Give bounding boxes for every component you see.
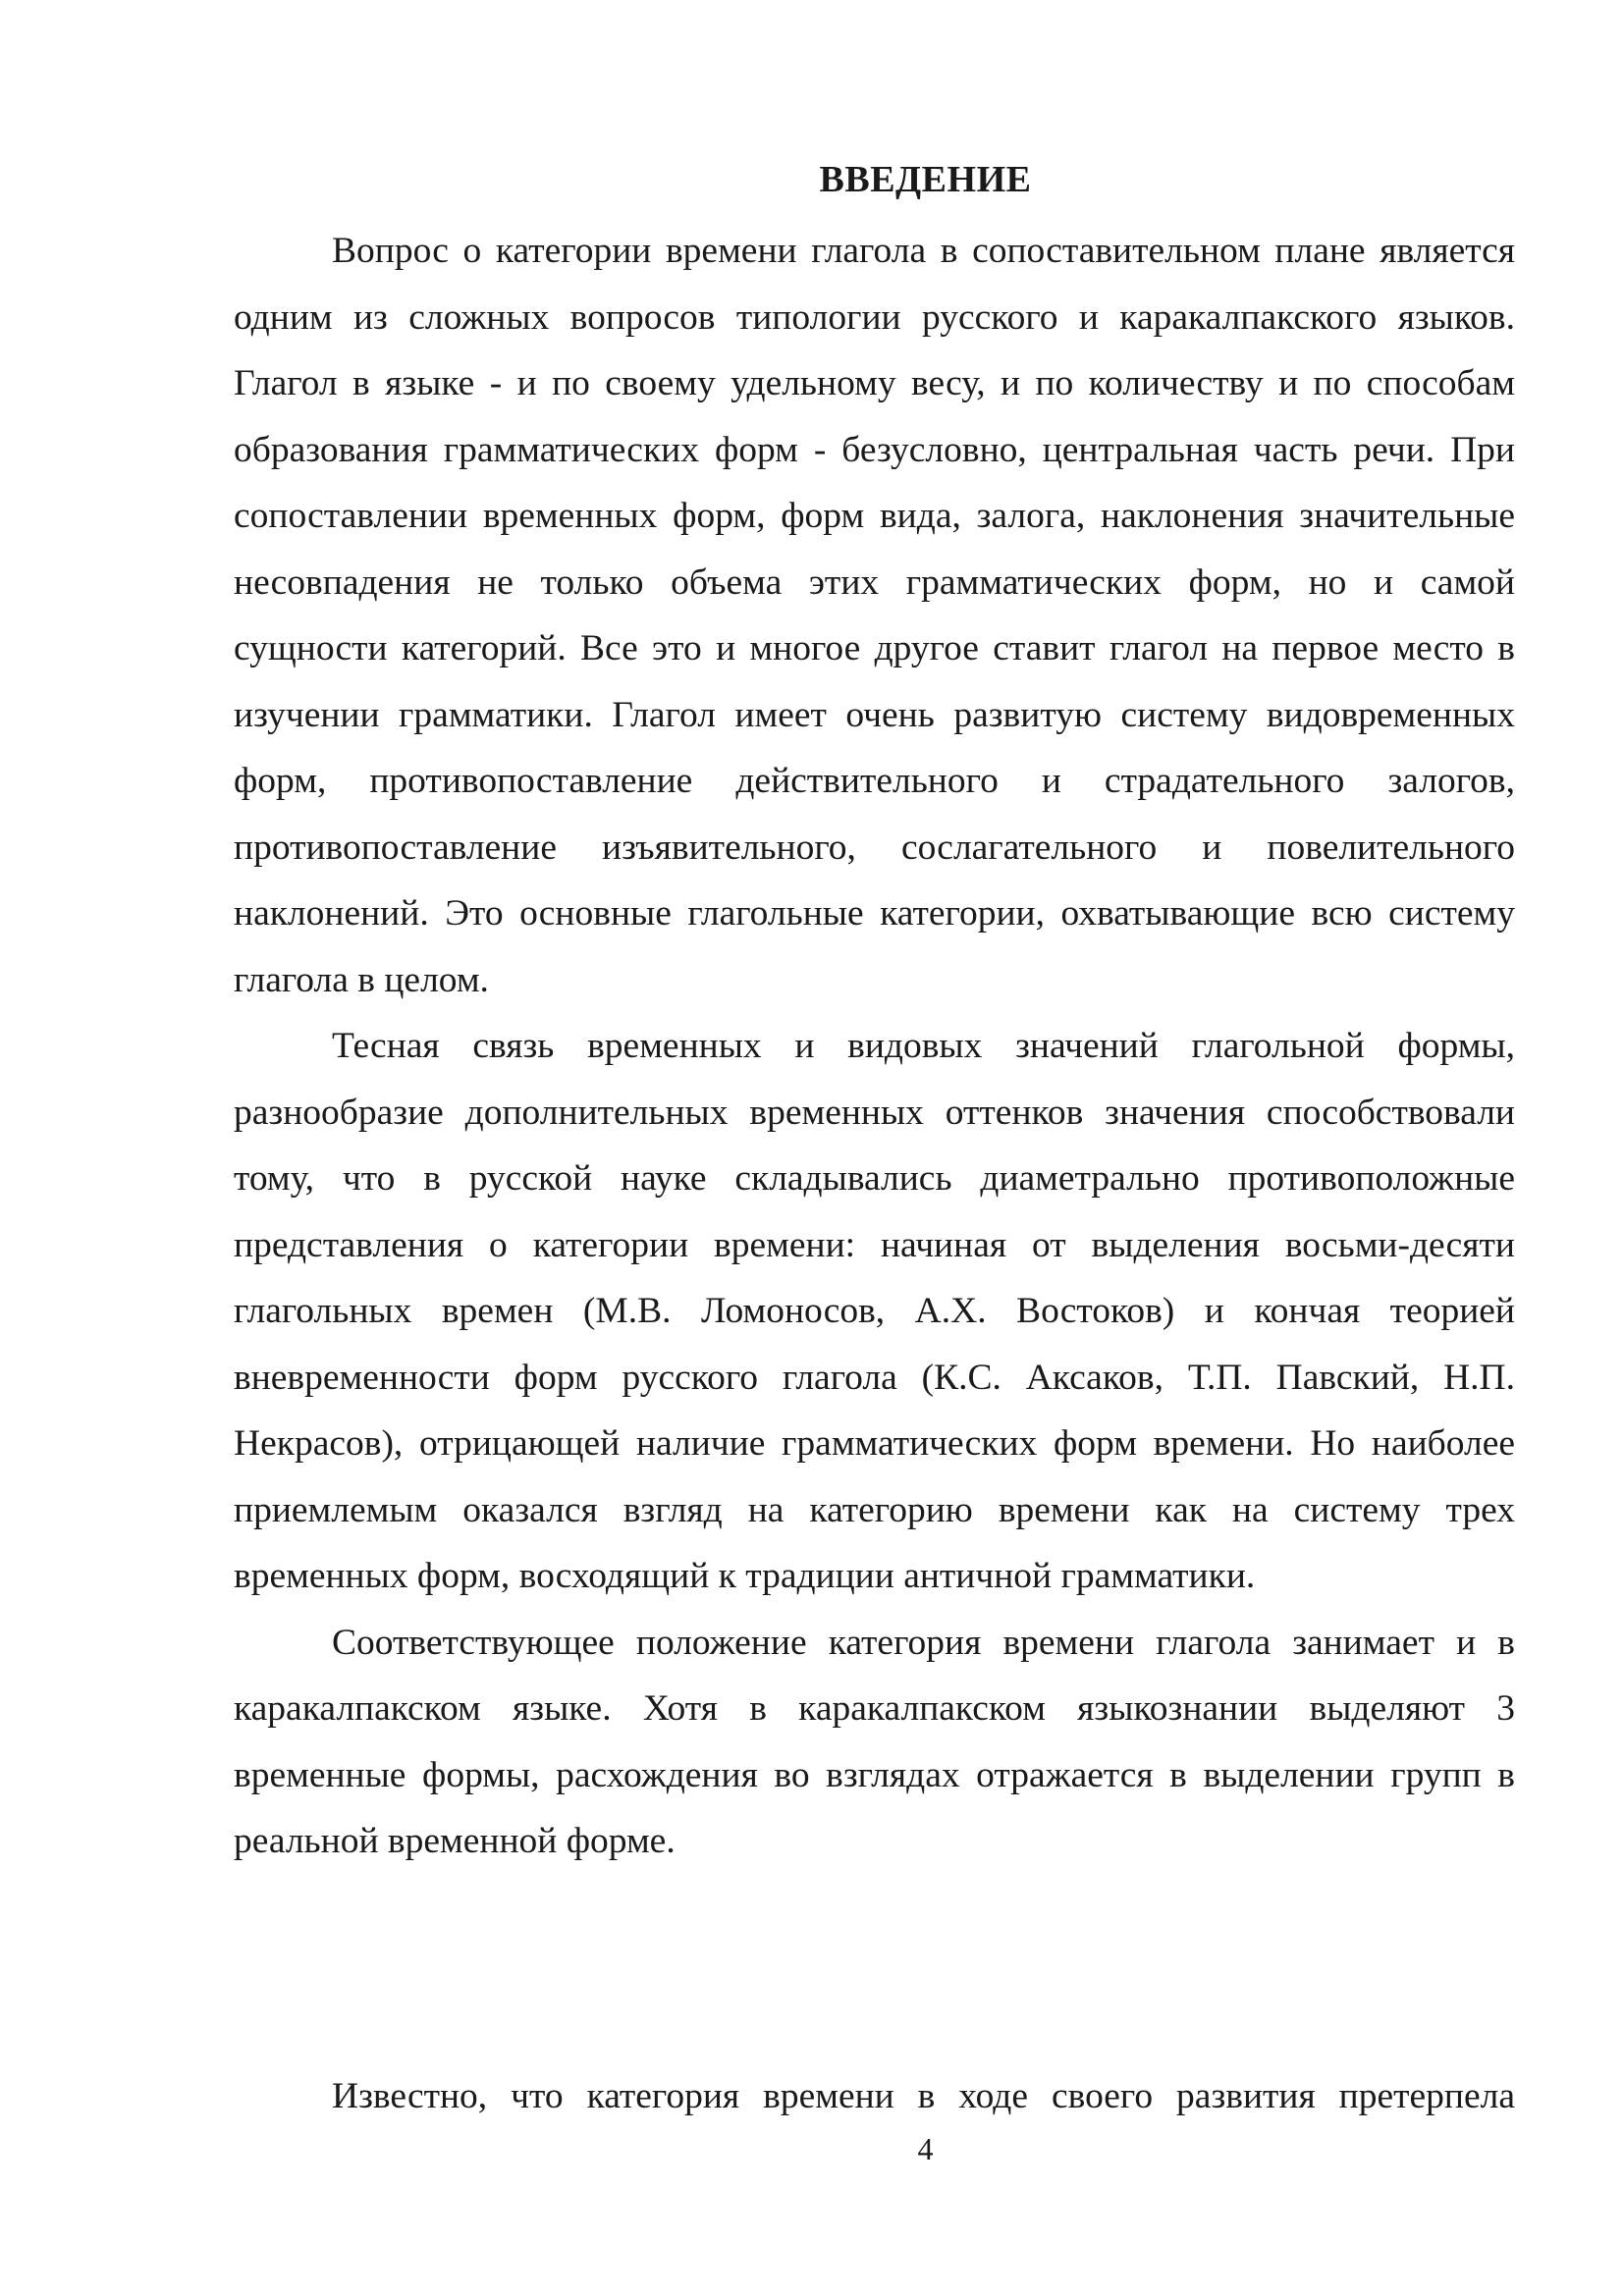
body-text (234, 218, 1515, 1875)
paragraph-1: Вопрос о категории времени глагола в сопоставительном плане является одним из сложных вопросов типологии русского и каракалпакского языков. Глагол в языке - и по своему удельному весу, и по количеству и по способам образования грамматических форм - безусловно, центральная часть речи. При сопоставлении временных форм, форм вида, залога, наклонения значительные несовпадения не только объема этих грамматических форм, но и самой сущности категорий. Все это и многое другое ставит глагол на первое место в изучении грамматики. Глагол имеет очень развитую систему видовременных форм, противопоставление действительного и страдательного залогов, противопоставление изъявительного, сослагательного и повелительного наклонений. Это основные глагольные категории, охватывающие всю систему глагола в целом. (234, 231, 1515, 1000)
paragraph-4-start: Известно, что категория времени в ходе своего развития претерпела (332, 2076, 1515, 2116)
paragraph-2: Тесная связь временных и видовых значений глагольной формы, разнообразие дополнительных временных оттенков значения способствовали тому, что в русской науке складывались диаметрально противоположные представления о категории времени: начиная от выделения восьми-десяти глагольных времен (М.В. Ломоносов, А.Х. Востоков) и кончая теорией вневременности форм русского глагола (К.С. Аксаков, Т.П. Павский, Н.П. Некрасов), отрицающей наличие грамматических форм времени. Но наиболее приемлемым оказался взгляд на категорию времени как на систему трех временных форм, восходящий к традиции античной грамматики. (234, 1026, 1515, 1596)
page-number: 4 (917, 2131, 934, 2166)
section-title: ВВЕДЕНИЕ (819, 159, 1032, 200)
paragraph-3: Соответствующее положение категория времени глагола занимает и в каракалпакском языке. Хотя в каракалпакском языкознании выделяют 3 временные формы, расхождения во взглядах отражается в выделении групп в реальной временной форме. (234, 1622, 1515, 1861)
